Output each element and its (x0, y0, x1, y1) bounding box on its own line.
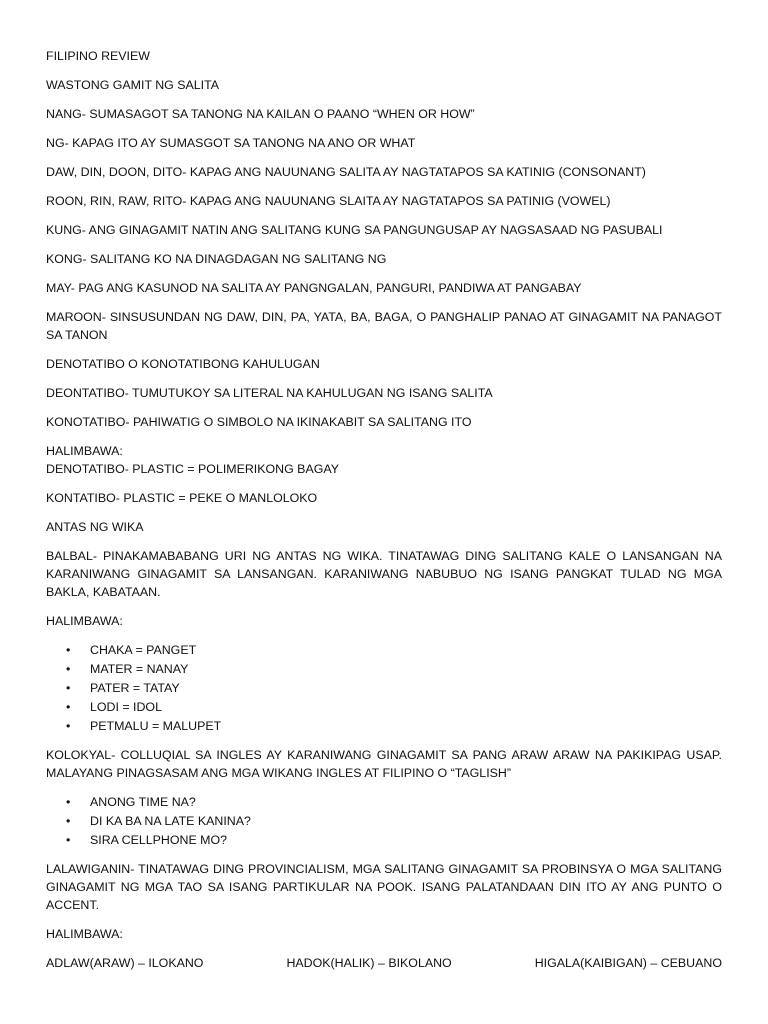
lalawiganin-examples-row (46, 954, 722, 972)
bullet-icon: • (66, 662, 71, 676)
list-item: • SIRA CELLPHONE MO? (46, 831, 722, 850)
paragraph-deontatibo: DEONTATIBO- TUMUTUKOY SA LITERAL NA KAHULUGAN NG ISANG SALITA (46, 386, 493, 400)
document-page (46, 47, 722, 972)
paragraph-nang: NANG- SUMASAGOT SA TANONG NA KAILAN O PAANO “WHEN OR HOW” (46, 107, 475, 121)
section-heading-wastong-gamit: WASTONG GAMIT NG SALITA (46, 78, 220, 92)
paragraph-balbal: BALBAL- PINAKAMABABANG URI NG ANTAS NG WIKA. TINATAWAG DING SALITANG KALE O LANSANGAN NA KARANIWANG GINAGAMIT SA LANSANGAN. KARANIWANG NABUBUO NG ISANG PANGKAT TULAD NG MGA BAKLA, KABATAAN. (46, 549, 722, 599)
example-kontatibo: KONTATIBO- PLASTIC = PEKE O MANLOLOKO (46, 491, 318, 505)
paragraph-konotatibo: KONOTATIBO- PAHIWATIG O SIMBOLO NA IKINAKABIT SA SALITANG ITO (46, 415, 472, 429)
paragraph-lalawiganin: LALAWIGANIN- TINATAWAG DING PROVINCIALISM, MGA SALITANG GINAGAMIT SA PROBINSYA O MGA SALITANG GINAGAMIT NG MGA TAO SA ISANG PARTIKULAR NA POOK. ISANG PALATANDAAN DIN ITO AY ANG PUNTO O ACCENT. (46, 862, 722, 912)
paragraph-may: MAY- PAG ANG KASUNOD NA SALITA AY PANGNGALAN, PANGURI, PANDIWA AT PANGABAY (46, 281, 582, 295)
paragraph-maroon: MAROON- SINSUSUNDAN NG DAW, DIN, PA, YATA, BA, BAGA, O PANGHALIP PANAO AT GINAGAMIT NA PANAGOT SA TANON (46, 310, 722, 342)
bullet-icon: • (66, 681, 71, 695)
document-title: FILIPINO REVIEW (46, 49, 150, 63)
list-item: • MATER = NANAY (46, 660, 722, 679)
list-item: • PATER = TATAY (46, 679, 722, 698)
paragraph-kolokyal: KOLOKYAL- COLLUQIAL SA INGLES AY KARANIWANG GINAGAMIT SA PANG ARAW ARAW NA PAKIKIPAG USAP. MALAYANG PINAGSASAM ANG MGA WIKANG INGLES AT FILIPINO O “TAGLISH” (46, 748, 722, 780)
example-ilokano: ADLAW(ARAW) – ILOKANO (46, 956, 204, 970)
paragraph-ng: NG- KAPAG ITO AY SUMASGOT SA TANONG NA ANO OR WHAT (46, 136, 416, 150)
list-item: • DI KA BA NA LATE KANINA? (46, 812, 722, 831)
section-heading-denotatibo: DENOTATIBO O KONOTATIBONG KAHULUGAN (46, 357, 320, 371)
list-item: • LODI = IDOL (46, 698, 722, 717)
list-item: • PETMALU = MALUPET (46, 717, 722, 736)
kolokyal-examples-list (46, 793, 722, 850)
paragraph-roon-rin: ROON, RIN, RAW, RITO- KAPAG ANG NAUUNANG SLAITA AY NAGTATAPOS SA PATINIG (VOWEL) (46, 194, 611, 208)
balbal-examples-list (46, 641, 722, 736)
bullet-icon: • (66, 700, 71, 714)
paragraph-daw-din: DAW, DIN, DOON, DITO- KAPAG ANG NAUUNANG SALITA AY NAGTATAPOS SA KATINIG (CONSONANT) (46, 165, 646, 179)
bullet-icon: • (66, 643, 71, 657)
list-item: • CHAKA = PANGET (46, 641, 722, 660)
bullet-icon: • (66, 833, 71, 847)
paragraph-kong: KONG- SALITANG KO NA DINAGDAGAN NG SALITANG NG (46, 252, 387, 266)
label-halimbawa-3: HALIMBAWA: (46, 927, 123, 941)
section-heading-antas-ng-wika: ANTAS NG WIKA (46, 520, 144, 534)
bullet-icon: • (66, 814, 71, 828)
example-cebuano: HIGALA(KAIBIGAN) – CEBUANO (534, 956, 722, 970)
bullet-icon: • (66, 719, 71, 733)
example-denotatibo: DENOTATIBO- PLASTIC = POLIMERIKONG BAGAY (46, 462, 339, 476)
label-halimbawa-1: HALIMBAWA: (46, 444, 123, 458)
paragraph-kung: KUNG- ANG GINAGAMIT NATIN ANG SALITANG KUNG SA PANGUNGUSAP AY NAGSASAAD NG PASUBALI (46, 223, 663, 237)
list-item: • ANONG TIME NA? (46, 793, 722, 812)
label-halimbawa-2: HALIMBAWA: (46, 614, 123, 628)
bullet-icon: • (66, 795, 71, 809)
example-bikolano: HADOK(HALIK) – BIKOLANO (286, 956, 452, 970)
